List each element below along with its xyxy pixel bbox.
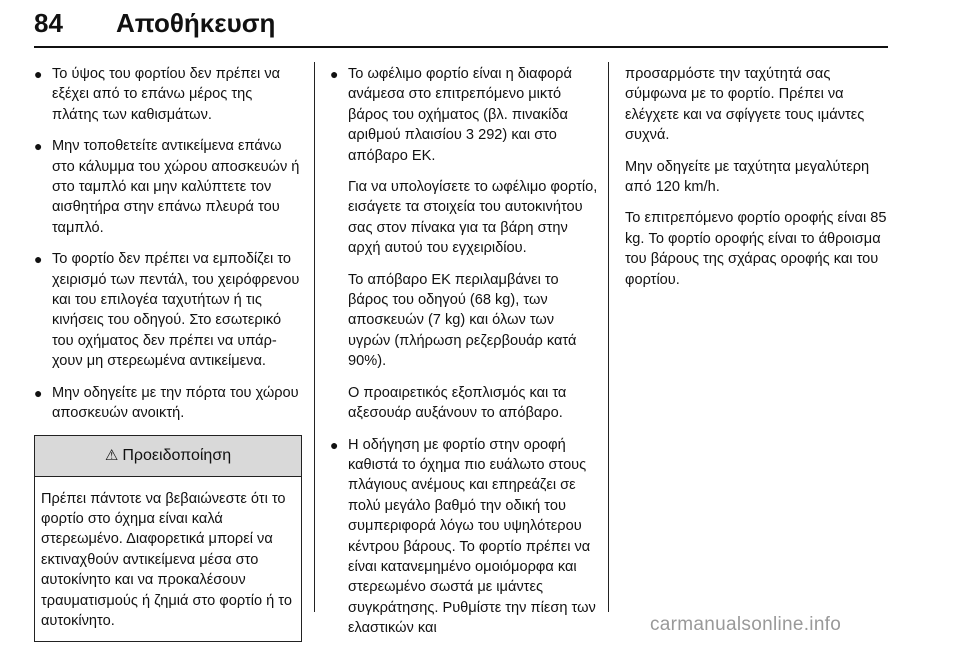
- bullet-icon: ●: [34, 251, 43, 268]
- warning-header: [35, 436, 301, 477]
- list-item: [34, 383, 302, 424]
- paragraph: Το επιτρεπόμενο φορτίο οροφής είναι 85 kg. Το φορτίο οροφής είναι το άθροισμα του βάρους της σχάρας οροφής και του φορτίου.: [625, 210, 887, 288]
- list-item: [330, 435, 598, 639]
- paragraph: Το απόβαρο ΕΚ περιλαμβάνει το βάρος του οδηγού (68 kg), των αποσκευών (7 kg) και όλων των υγρών (πλήρωση ρεζερβουάρ κατά 90%).: [348, 271, 577, 370]
- bullet-icon: ●: [34, 384, 43, 401]
- list-item-text: Μην οδηγείτε με την πόρτα του χώρου αποσκευών ανοικτή.: [52, 384, 299, 422]
- list-item: [34, 64, 302, 125]
- list-item: [34, 136, 302, 238]
- paragraph: προσαρμόστε την ταχύτητά σας σύμφωνα με το φορτίο. Πρέπει να ελέγχετε και να σφίγγετε τους ιμάντες συχνά.: [625, 66, 865, 144]
- bullet-icon: ●: [330, 66, 339, 82]
- paragraph: Μην οδηγείτε με ταχύτητα μεγαλύτερη από 120 km/h.: [625, 158, 870, 196]
- bullet-icon: ●: [34, 66, 43, 82]
- list-item-text: Το ύψος του φορτίου δεν πρέπει να εξέχει από το επάνω μέρος της πλάτης των καθισμάτων.: [52, 66, 281, 123]
- watermark: carmanualsonline.info: [650, 614, 842, 635]
- paragraph: Για να υπολογίσετε το ωφέλιμο φορτίο, εισάγετε τα στοιχεία του αυτοκινήτου σας στον πίνακα για τα βάρη στην αρχή αυτού του εγχειριδίου.: [348, 179, 598, 257]
- page-number: 84: [34, 8, 63, 38]
- column-1: [34, 64, 302, 642]
- list-item-text: Η οδήγηση με φορτίο στην οροφή καθιστά το όχημα πιο ευάλωτο στους πλάγιους ανέμους και επηρεάζει σε πολύ μεγάλο βαθμό την οδική του συμπεριφορά λόγω του υψηλότερου κέντρου βάρους. Το φορτίο πρέπει να είναι κατανεμημένο ομοιόμορφα και στερεωμένο σωστά με ιμάντες συγκράτησης. Ρυθμίστε την πίεση των ελαστικών και: [348, 436, 596, 637]
- list-item: [330, 64, 598, 166]
- list-item-text: Μην τοποθετείτε αντικείμενα επάνω στο κάλυμμα του χώρου αποσκευών ή στο ταμπλό και μην καλύπτετε τον αισθητήρα στην επάνω πλευρά του ταμπλό.: [52, 138, 300, 236]
- warning-title: Προειδοποίηση: [122, 446, 232, 464]
- page-header: [34, 4, 888, 48]
- warning-triangle-icon: ⚠: [104, 446, 119, 464]
- page-reference[interactable]: 3 292) και στο απόβαρο ΕΚ.: [348, 127, 557, 164]
- paragraph: Ο προαιρετικός εξοπλισμός και τα αξεσουάρ αυξάνουν το απόβαρο.: [348, 384, 567, 422]
- warning-text: Πρέπει πάντοτε να βεβαιώνεστε ότι το φορτίο στο όχημα είναι καλά στερεωμένο. Διαφορετικά μπορεί να εκτιναχθούν αντικείμενα μέσα στο αυτοκίνητο και να προκαλέσουν τραυματισμούς ή ζημιά στο φορτίο ή το αυτοκίνητο.: [41, 490, 292, 629]
- column-2: [330, 64, 598, 650]
- chapter-title: Αποθήκευση: [116, 8, 276, 38]
- column-divider: [608, 62, 609, 612]
- bullet-icon: ●: [330, 436, 339, 453]
- column-3: [625, 64, 890, 301]
- list-item-text: Το φορτίο δεν πρέπει να εμποδίζει το χειρισμό των πεντάλ, του χειρόφρενου και του επιλογέα ταχυτήτων ή τις κινήσεις του οδηγού. Στο εσωτερικό του οχήματος δεν πρέπει να υπάρχουν μη στερεωμένα αντικείμενα.: [52, 251, 300, 370]
- list-item: [34, 249, 302, 371]
- bullet-icon: ●: [34, 138, 43, 155]
- header-rule: [34, 46, 888, 48]
- list-item-text: Το ωφέλιμο φορτίο είναι η διαφορά ανάμεσα στο επιτρεπόμενο μικτό βάρος του οχήματος (βλ. πινακίδα αριθμού πλαισίου: [348, 66, 572, 144]
- warning-box: [34, 435, 302, 643]
- column-divider: [314, 62, 315, 612]
